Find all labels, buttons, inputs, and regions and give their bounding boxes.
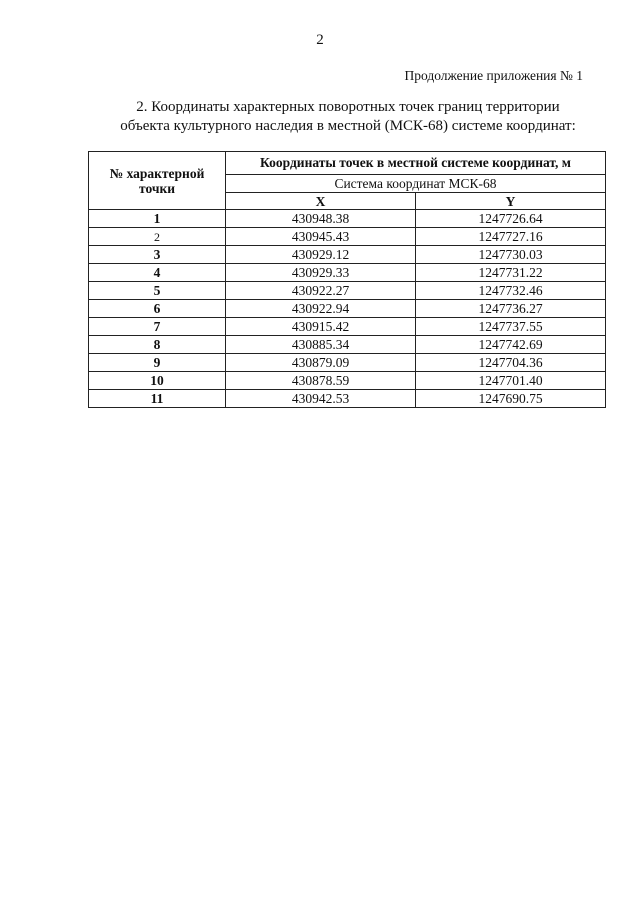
x-column-header: X [226,193,416,210]
point-number-cell: 2 [89,228,226,246]
table-row [89,228,606,246]
point-number-header-line-1: № характерной [109,165,205,181]
y-coordinate-cell: 1247742.69 [416,336,606,354]
point-number-cell: 6 [89,300,226,318]
x-coordinate-cell: 430879.09 [226,354,416,372]
point-number-cell: 10 [89,372,226,390]
x-coordinate-cell: 430945.43 [226,228,416,246]
coordinates-header: Координаты точек в местной системе координат, м [226,152,606,175]
table-row [89,372,606,390]
point-number-cell: 7 [89,318,226,336]
coordinates-table [88,151,606,408]
point-number-header-line-2: точки [138,180,176,196]
y-coordinate-cell: 1247737.55 [416,318,606,336]
point-number-cell: 4 [89,264,226,282]
heading-line-1: 2. Координаты характерных поворотных точек границ территории [136,99,560,115]
heading-line-2: объекта культурного наследия в местной (МСК-68) системе координат: [120,118,576,134]
y-coordinate-cell: 1247731.22 [416,264,606,282]
x-coordinate-cell: 430948.38 [226,210,416,228]
appendix-note: Продолжение приложения № 1 [404,68,583,83]
point-number-cell: 3 [89,246,226,264]
table-row [89,264,606,282]
table-row [89,210,606,228]
y-coordinate-cell: 1247701.40 [416,372,606,390]
y-coordinate-cell: 1247730.03 [416,246,606,264]
x-coordinate-cell: 430878.59 [226,372,416,390]
coordinate-system-header: Система координат МСК-68 [226,175,606,193]
x-coordinate-cell: 430885.34 [226,336,416,354]
table-row [89,390,606,408]
table-row [89,318,606,336]
y-coordinate-cell: 1247736.27 [416,300,606,318]
section-heading [88,98,608,136]
point-number-cell: 8 [89,336,226,354]
table-row [89,336,606,354]
y-coordinate-cell: 1247704.36 [416,354,606,372]
table-row [89,354,606,372]
x-coordinate-cell: 430922.27 [226,282,416,300]
x-coordinate-cell: 430922.94 [226,300,416,318]
y-coordinate-cell: 1247726.64 [416,210,606,228]
table-row [89,282,606,300]
y-column-header: Y [416,193,606,210]
point-number-cell: 5 [89,282,226,300]
x-coordinate-cell: 430929.12 [226,246,416,264]
x-coordinate-cell: 430942.53 [226,390,416,408]
y-coordinate-cell: 1247732.46 [416,282,606,300]
point-number-header [89,152,226,210]
point-number-cell: 1 [89,210,226,228]
x-coordinate-cell: 430929.33 [226,264,416,282]
table-row [89,300,606,318]
y-coordinate-cell: 1247690.75 [416,390,606,408]
point-number-cell: 11 [89,390,226,408]
table-row [89,246,606,264]
point-number-cell: 9 [89,354,226,372]
page-number: 2 [316,32,324,48]
y-coordinate-cell: 1247727.16 [416,228,606,246]
x-coordinate-cell: 430915.42 [226,318,416,336]
